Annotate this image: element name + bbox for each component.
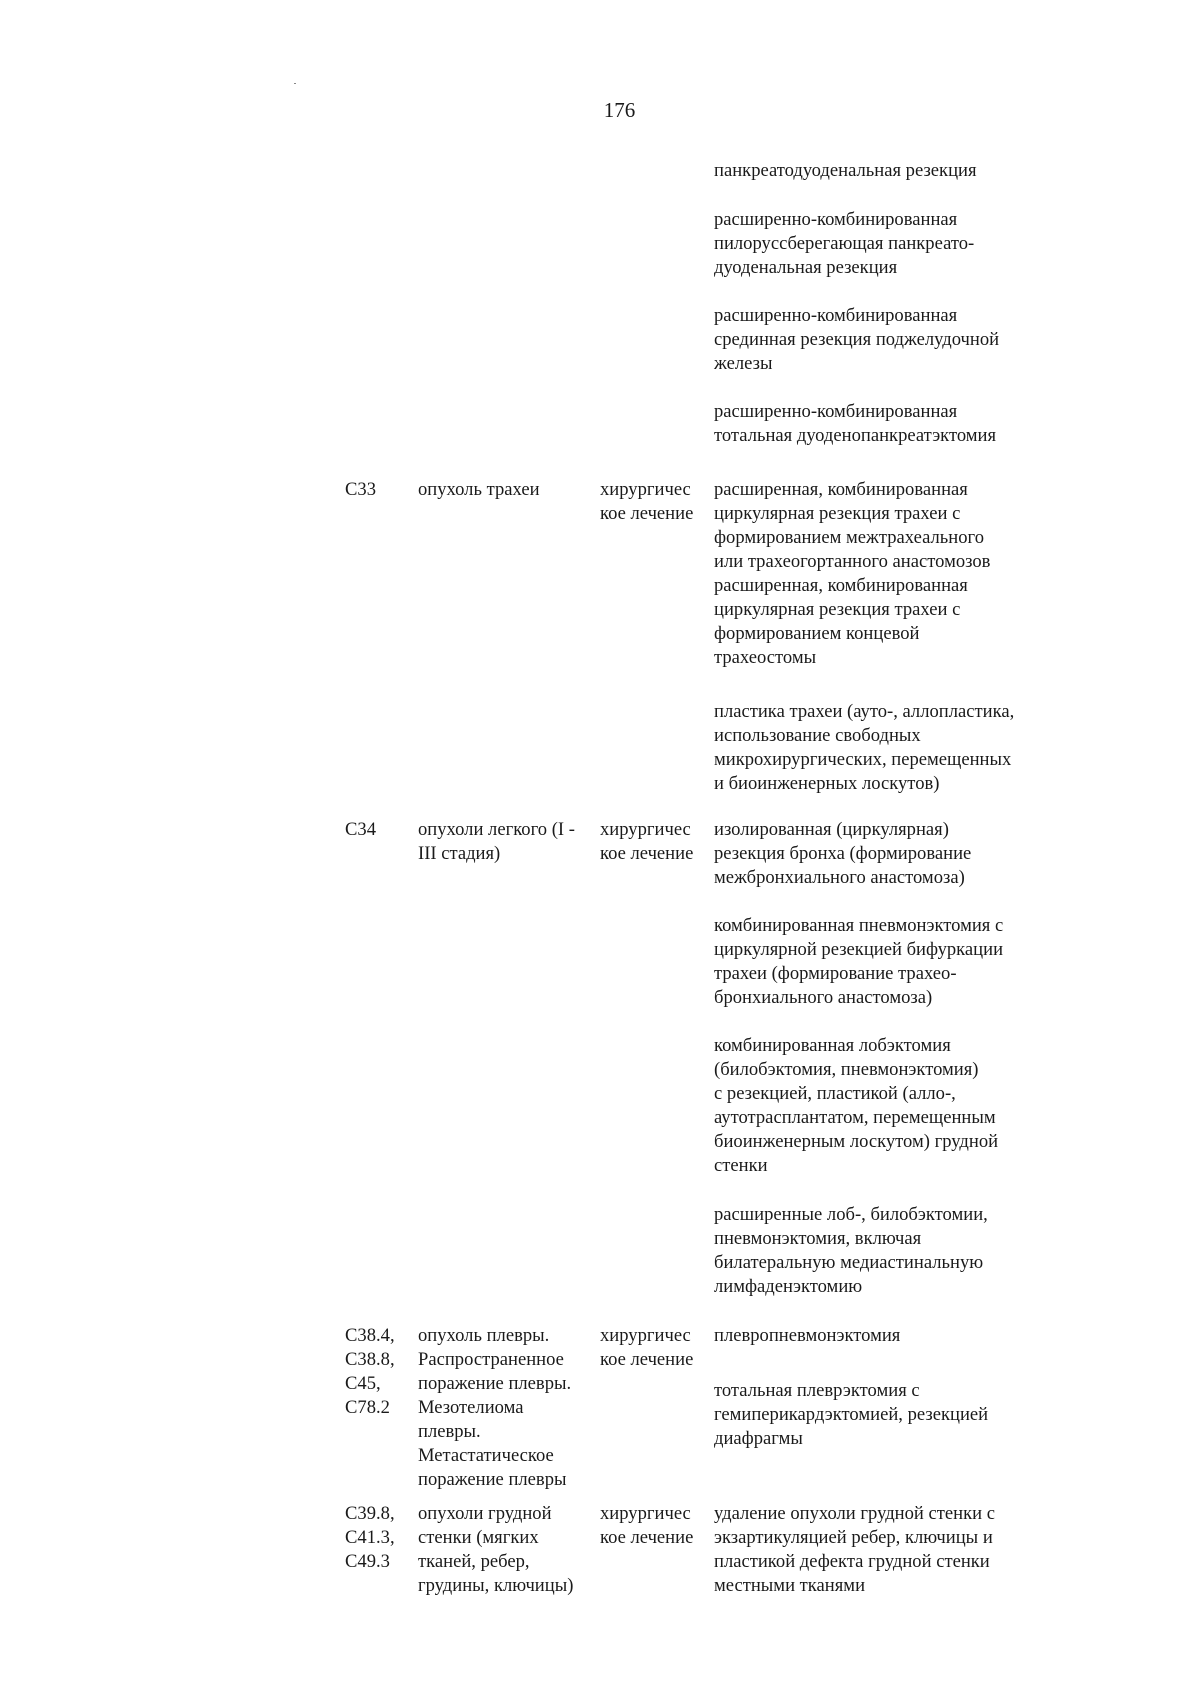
treatment-type-cell-line: кое лечение — [600, 843, 694, 864]
treatment-type-cell-line: хирургичес — [600, 819, 691, 840]
method-cell-line: расширенно-комбинированная — [714, 401, 958, 422]
method-cell-line: пластика трахеи (ауто-, аллопластика, — [714, 701, 1015, 722]
icd-code-cell-line: C41.3, — [345, 1527, 395, 1548]
method-cell-line: формированием концевой — [714, 623, 920, 644]
page-number: 176 — [603, 98, 636, 122]
method-cell-line: трахеи (формирование трахео- — [714, 963, 957, 984]
treatment-type-cell — [600, 478, 693, 526]
method-cell-line: диафрагмы — [714, 1428, 803, 1449]
diagnosis-cell-line: опухоль трахеи — [418, 479, 540, 500]
method-cell-line: бронхиального анастомоза) — [714, 987, 933, 1008]
diagnosis-cell-line: стенки (мягких — [418, 1527, 539, 1548]
method-cell — [714, 1034, 998, 1178]
icd-code-cell — [345, 1324, 395, 1420]
diagnosis-cell-line: грудины, ключицы) — [418, 1575, 574, 1596]
diagnosis-cell-line: тканей, ребер, — [418, 1551, 530, 1572]
method-cell-line: гемиперикардэктомией, резекцией — [714, 1404, 989, 1425]
method-cell-line: циркулярной резекцией бифуркации — [714, 939, 1004, 960]
diagnosis-cell-line: поражение плевры. — [418, 1373, 572, 1394]
icd-code-cell-line: C34 — [345, 819, 376, 840]
treatment-type-cell — [600, 818, 693, 866]
icd-code-cell-line: C49.3 — [345, 1551, 390, 1572]
diagnosis-cell-line: опухоли грудной — [418, 1503, 552, 1524]
method-cell — [714, 400, 996, 448]
treatment-type-cell-line: кое лечение — [600, 1527, 694, 1548]
method-cell-line: резекция бронха (формирование — [714, 843, 972, 864]
method-cell-line: стенки — [714, 1155, 768, 1176]
method-cell-line: удаление опухоли грудной стенки с — [714, 1503, 995, 1524]
icd-code-cell-line: C38.4, — [345, 1325, 395, 1346]
method-cell-line: микрохирургических, перемещенных — [714, 749, 1012, 770]
method-cell-line: экзартикуляцией ребер, ключицы и — [714, 1527, 993, 1548]
method-cell-line: билатеральную медиастинальную — [714, 1252, 984, 1273]
treatment-type-cell — [600, 1324, 693, 1372]
method-cell-line: изолированная (циркулярная) — [714, 819, 949, 840]
method-cell-line: пластикой дефекта грудной стенки — [714, 1551, 990, 1572]
method-cell-line: с резекцией, пластикой (алло-, — [714, 1083, 956, 1104]
method-cell-line: тотальная плеврэктомия с — [714, 1380, 920, 1401]
method-cell — [714, 1502, 995, 1598]
method-cell — [714, 818, 971, 890]
method-cell-line: лимфаденэктомию — [714, 1276, 863, 1297]
method-cell-line: железы — [714, 353, 773, 374]
diagnosis-cell — [418, 818, 575, 866]
diagnosis-cell-line: Мезотелиома — [418, 1397, 524, 1418]
method-cell-line: дуоденальная резекция — [714, 257, 898, 278]
method-cell — [714, 700, 1014, 796]
icd-code-cell-line: C45, — [345, 1373, 381, 1394]
method-cell-line: расширенная, комбинированная — [714, 479, 968, 500]
method-cell-line: срединная резекция поджелудочной — [714, 329, 1000, 350]
icd-code-cell-line: C78.2 — [345, 1397, 390, 1418]
icd-code-cell — [345, 478, 376, 502]
diagnosis-cell — [418, 478, 540, 502]
diagnosis-cell-line: III стадия) — [418, 843, 501, 864]
method-cell — [714, 1324, 900, 1348]
method-cell-line: пневмонэктомия, включая — [714, 1228, 922, 1249]
treatment-type-cell — [600, 1502, 693, 1550]
method-cell-line: циркулярная резекция трахеи с — [714, 503, 961, 524]
treatment-type-cell-line: хирургичес — [600, 479, 691, 500]
method-cell-line: межбронхиального анастомоза) — [714, 867, 965, 888]
icd-code-cell-line: C33 — [345, 479, 376, 500]
method-cell-line: пилоруссберегающая панкреато- — [714, 233, 975, 254]
treatment-type-cell-line: хирургичес — [600, 1503, 691, 1524]
diagnosis-cell-line: поражение плевры — [418, 1469, 567, 1490]
icd-code-cell-line: C38.8, — [345, 1349, 395, 1370]
method-cell-line: расширенно-комбинированная — [714, 305, 958, 326]
icd-code-cell-line: C39.8, — [345, 1503, 395, 1524]
method-cell-line: тотальная дуоденопанкреатэктомия — [714, 425, 997, 446]
method-cell-line: трахеостомы — [714, 647, 817, 668]
method-cell — [714, 304, 999, 376]
diagnosis-cell-line: плевры. — [418, 1421, 481, 1442]
method-cell-line: плевропневмонэктомия — [714, 1325, 901, 1346]
diagnosis-cell-line: Метастатическое — [418, 1445, 554, 1466]
method-cell-line: комбинированная лобэктомия — [714, 1035, 951, 1056]
method-cell-line: или трахеогортанного анастомозов — [714, 551, 991, 572]
method-cell-line: циркулярная резекция трахеи с — [714, 599, 961, 620]
treatment-type-cell-line: кое лечение — [600, 1349, 694, 1370]
method-cell-line: формированием межтрахеального — [714, 527, 984, 548]
diagnosis-cell — [418, 1502, 573, 1598]
method-cell — [714, 478, 990, 670]
method-cell-line: биоинженерным лоскутом) грудной — [714, 1131, 999, 1152]
method-cell-line: панкреатодуоденальная резекция — [714, 160, 977, 181]
method-cell-line: расширенно-комбинированная — [714, 209, 958, 230]
diagnosis-cell — [418, 1324, 571, 1492]
method-cell-line: использование свободных — [714, 725, 921, 746]
diagnosis-cell-line: Распространенное — [418, 1349, 564, 1370]
diagnosis-cell-line: опухоль плевры. — [418, 1325, 550, 1346]
method-cell-line: и биоинженерных лоскутов) — [714, 773, 940, 794]
method-cell-line: (билобэктомия, пневмонэктомия) — [714, 1059, 979, 1080]
method-cell — [714, 1203, 988, 1299]
method-cell — [714, 914, 1003, 1010]
method-cell — [714, 159, 977, 183]
method-cell — [714, 1379, 988, 1451]
diagnosis-cell-line: опухоли легкого (I - — [418, 819, 575, 840]
scan-speck — [294, 83, 296, 84]
method-cell-line: расширенная, комбинированная — [714, 575, 968, 596]
method-cell-line: комбинированная пневмонэктомия с — [714, 915, 1004, 936]
treatment-type-cell-line: кое лечение — [600, 503, 694, 524]
treatment-type-cell-line: хирургичес — [600, 1325, 691, 1346]
method-cell-line: местными тканями — [714, 1575, 866, 1596]
icd-code-cell — [345, 818, 376, 842]
method-cell-line: расширенные лоб-, билобэктомии, — [714, 1204, 988, 1225]
method-cell — [714, 208, 974, 280]
method-cell-line: аутотрасплантатом, перемещенным — [714, 1107, 996, 1128]
icd-code-cell — [345, 1502, 395, 1574]
